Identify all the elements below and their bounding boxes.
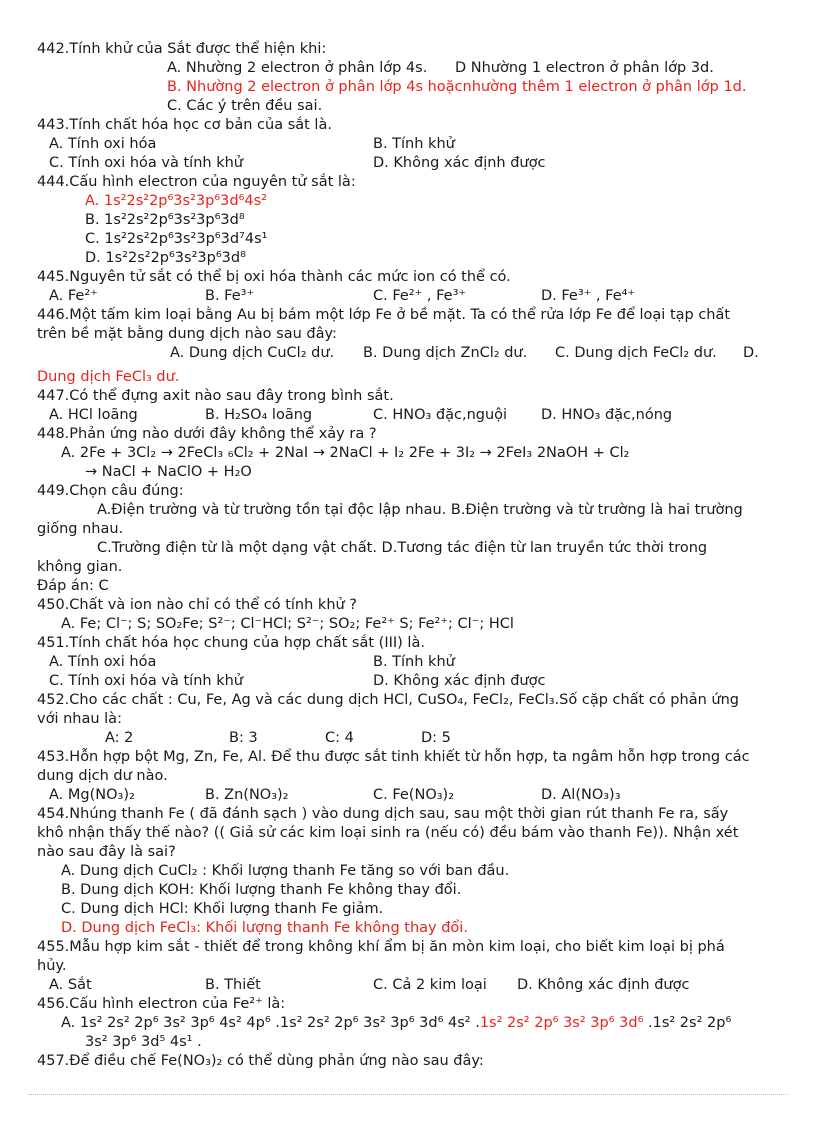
q442-option-c-text: C. Các ý trên đều sai. — [167, 98, 323, 114]
q449-ab-line — [37, 501, 782, 520]
q454-option-b — [37, 881, 782, 900]
q444-option-d — [37, 249, 782, 268]
q442-option-c — [37, 97, 782, 116]
q442-option-b-text: B. Nhường 2 electron ở phân lớp 4s hoặcnhường thêm 1 electron ở phân lớp 1d. — [167, 79, 747, 95]
q447-stem: 447.Có thể đựng axit nào sau đây trong bình sắt. — [37, 388, 394, 404]
q447-option-d: D. HNO₃ đặc,nóng — [541, 407, 673, 423]
q454-option-d-text: D. Dung dịch FeCl₃: Khối lượng thanh Fe không thay đổi. — [61, 920, 468, 936]
q453-option-c: C. Fe(NO₃)₂ — [373, 787, 455, 803]
q449-answer: Đáp án: C — [37, 578, 109, 594]
q446-option-a: A. Dung dịch CuCl₂ dư. — [170, 345, 335, 361]
q448-line-1 — [37, 444, 782, 463]
q453-stem-2: dung dịch dư nào. — [37, 768, 168, 784]
q453-option-d: D. Al(NO₃)₃ — [541, 787, 621, 803]
q451-stem: 451.Tính chất hóa học chung của hợp chất sắt (III) là. — [37, 635, 425, 651]
q454-option-a — [37, 862, 782, 881]
q446-option-c: C. Dung dịch FeCl₂ dư. — [555, 345, 717, 361]
q454-stem-3: nào sau đây là sai? — [37, 844, 176, 860]
q442-stem: 442.Tính khử của Sắt được thể hiện khi: — [37, 41, 327, 57]
q452-option-d: D: 5 — [421, 730, 451, 746]
q447-options — [37, 406, 782, 425]
q456-part-correct: 1s² 2s² 2p⁶ 3s² 3p⁶ 3d⁶ — [479, 1015, 644, 1031]
q453-stem-1: 453.Hỗn hợp bột Mg, Zn, Fe, Al. Để thu được sắt tinh khiết từ hỗn hợp, ta ngâm hỗn hợp trong các — [37, 749, 750, 765]
q454-option-c-text: C. Dung dịch HCl: Khối lượng thanh Fe giảm. — [61, 901, 384, 917]
q450-option-line: A. Fe; Cl⁻; S; SO₂Fe; S²⁻; Cl⁻HCl; S²⁻; SO₂; Fe²⁺ S; Fe²⁺; Cl⁻; HCl — [61, 616, 514, 632]
q454-stem-2: khô nhận thấy thế nào? (( Giả sử các kim loại sinh ra (nếu có) đều bám vào thanh Fe)). Nhận xét — [37, 825, 739, 841]
q456-options-line-2 — [37, 1033, 782, 1052]
q446-option-d-label: D. — [743, 345, 759, 361]
q453-option-a: A. Mg(NO₃)₂ — [49, 787, 135, 803]
q444-stem: 444.Cấu hình electron của nguyên tử sắt là: — [37, 174, 356, 190]
q444-option-b — [37, 211, 782, 230]
q456-stem: 456.Cấu hình electron của Fe²⁺ là: — [37, 996, 286, 1012]
q452-option-c: C: 4 — [325, 730, 354, 746]
q443-options-ab — [37, 135, 782, 154]
q453-option-b: B. Zn(NO₃)₂ — [205, 787, 289, 803]
q447-option-b: B. H₂SO₄ loãng — [205, 407, 313, 423]
q455-options — [37, 976, 782, 995]
q444-option-a — [37, 192, 782, 211]
q452-option-b: B: 3 — [229, 730, 258, 746]
q454-option-d — [37, 919, 782, 938]
q455-stem-2: hủy. — [37, 958, 67, 974]
q451-option-a: A. Tính oxi hóa — [49, 654, 157, 670]
q447-option-a: A. HCl loãng — [49, 407, 138, 423]
q445-stem: 445.Nguyên tử sắt có thể bị oxi hóa thành các mức ion có thể có. — [37, 269, 511, 285]
q442-options-ad — [37, 59, 782, 78]
q451-options-cd — [37, 672, 782, 691]
q451-option-c: C. Tính oxi hóa và tính khử — [49, 673, 243, 689]
q449-cd-line — [37, 539, 782, 558]
q443-option-a: A. Tính oxi hóa — [49, 136, 157, 152]
q452-stem-2: với nhau là: — [37, 711, 122, 727]
q445-option-c: C. Fe²⁺ , Fe³⁺ — [373, 288, 467, 304]
q455-option-b: B. Thiết — [205, 977, 261, 993]
q452-stem-1: 452.Cho các chất : Cu, Fe, Ag và các dung dịch HCl, CuSO₄, FeCl₂, FeCl₃.Số cặp chất có phản ứng — [37, 692, 739, 708]
q454-stem-1: 454.Nhúng thanh Fe ( đã đánh sạch ) vào dung dịch sau, sau một thời gian rút thanh Fe ra, sấy — [37, 806, 729, 822]
q449-stem: 449.Chọn câu đúng: — [37, 483, 184, 499]
q449-options-ab: A.Điện trường và từ trường tồn tại độc lập nhau. B.Điện trường và từ trường là hai trường — [97, 502, 743, 518]
q446-option-b: B. Dung dịch ZnCl₂ dư. — [363, 345, 528, 361]
q443-stem: 443.Tính chất hóa học cơ bản của sắt là. — [37, 117, 332, 133]
q442-option-a: A. Nhường 2 electron ở phân lớp 4s. — [167, 60, 428, 76]
q447-option-c: C. HNO₃ đặc,nguội — [373, 407, 508, 423]
q457-stem: 457.Để điều chế Fe(NO₃)₂ có thể dùng phản ứng nào sau đây: — [37, 1053, 484, 1069]
q456-part-1: A. 1s² 2s² 2p⁶ 3s² 3p⁶ 4s² 4p⁶ .1s² 2s² 2p⁶ 3s² 3p⁶ 3d⁶ 4s² . — [61, 1015, 480, 1031]
q444-option-d-text: D. 1s²2s²2p⁶3s²3p⁶3d⁸ — [85, 250, 246, 266]
q445-option-b: B. Fe³⁺ — [205, 288, 255, 304]
document-page — [37, 40, 782, 1071]
q449-ab-cont: giống nhau. — [37, 521, 124, 537]
q456-options-cont: 3s² 3p⁶ 3d⁵ 4s¹ . — [85, 1034, 202, 1050]
q455-stem-1: 455.Mẫu hợp kim sắt - thiết để trong không khí ẩm bị ăn mòn kim loại, cho biết kim loại bị phá — [37, 939, 725, 955]
q446-options — [37, 344, 782, 363]
q445-option-a: A. Fe²⁺ — [49, 288, 98, 304]
q456-part-3: .1s² 2s² 2p⁶ — [643, 1015, 732, 1031]
q446-stem-1: 446.Một tấm kim loại bằng Au bị bám một lớp Fe ở bề mặt. Ta có thể rửa lớp Fe để loại tạp chất — [37, 307, 731, 323]
q448-line-2 — [37, 463, 782, 482]
q444-option-a-text: A. 1s²2s²2p⁶3s²3p⁶3d⁶4s² — [85, 193, 267, 209]
q448-equations-cont: → NaCl + NaClO + H₂O — [85, 464, 252, 480]
page-footer-divider — [28, 1094, 788, 1095]
q449-options-cd: C.Trường điện từ là một dạng vật chất. D.Tương tác điện từ lan truyền tức thời trong — [97, 540, 708, 556]
q443-option-b: B. Tính khử — [373, 136, 455, 152]
q451-options-ab — [37, 653, 782, 672]
q451-option-d: D. Không xác định được — [373, 673, 546, 689]
q450-stem: 450.Chất và ion nào chỉ có thể có tính khử ? — [37, 597, 358, 613]
q450-options — [37, 615, 782, 634]
q446-stem-2: trên bề mặt bằng dung dịch nào sau đây: — [37, 326, 337, 342]
q455-option-d: D. Không xác định được — [517, 977, 690, 993]
q445-options — [37, 287, 782, 306]
q456-options-line-1 — [37, 1014, 782, 1033]
q449-cd-cont: không gian. — [37, 559, 123, 575]
q443-option-d: D. Không xác định được — [373, 155, 546, 171]
q455-option-c: C. Cả 2 kim loại — [373, 977, 487, 993]
q442-option-d: D Nhường 1 electron ở phân lớp 3d. — [455, 60, 714, 76]
q451-option-b: B. Tính khử — [373, 654, 455, 670]
q454-option-a-text: A. Dung dịch CuCl₂ : Khối lượng thanh Fe tăng so với ban đầu. — [61, 863, 510, 879]
q443-options-cd — [37, 154, 782, 173]
q445-option-d: D. Fe³⁺ , Fe⁴⁺ — [541, 288, 636, 304]
q446-option-d: Dung dịch FeCl₃ dư. — [37, 369, 180, 385]
q444-option-b-text: B. 1s²2s²2p⁶3s²3p⁶3d⁸ — [85, 212, 245, 228]
q455-option-a: A. Sắt — [49, 977, 92, 993]
q456-options-run — [61, 1014, 731, 1033]
q444-option-c — [37, 230, 782, 249]
q442-option-b — [37, 78, 782, 97]
q452-option-a: A: 2 — [105, 730, 134, 746]
q452-options — [37, 729, 782, 748]
q443-option-c: C. Tính oxi hóa và tính khử — [49, 155, 243, 171]
q444-option-c-text: C. 1s²2s²2p⁶3s²3p⁶3d⁷4s¹ — [85, 231, 268, 247]
q448-equations: A. 2Fe + 3Cl₂ → 2FeCl₃ ₆Cl₂ + 2NaI → 2NaCl + I₂ 2Fe + 3I₂ → 2FeI₃ 2NaOH + Cl₂ — [61, 445, 630, 461]
q454-option-c — [37, 900, 782, 919]
q453-options — [37, 786, 782, 805]
q448-stem: 448.Phản ứng nào dưới đây không thể xảy ra ? — [37, 426, 377, 442]
q454-option-b-text: B. Dung dịch KOH: Khối lượng thanh Fe không thay đổi. — [61, 882, 462, 898]
